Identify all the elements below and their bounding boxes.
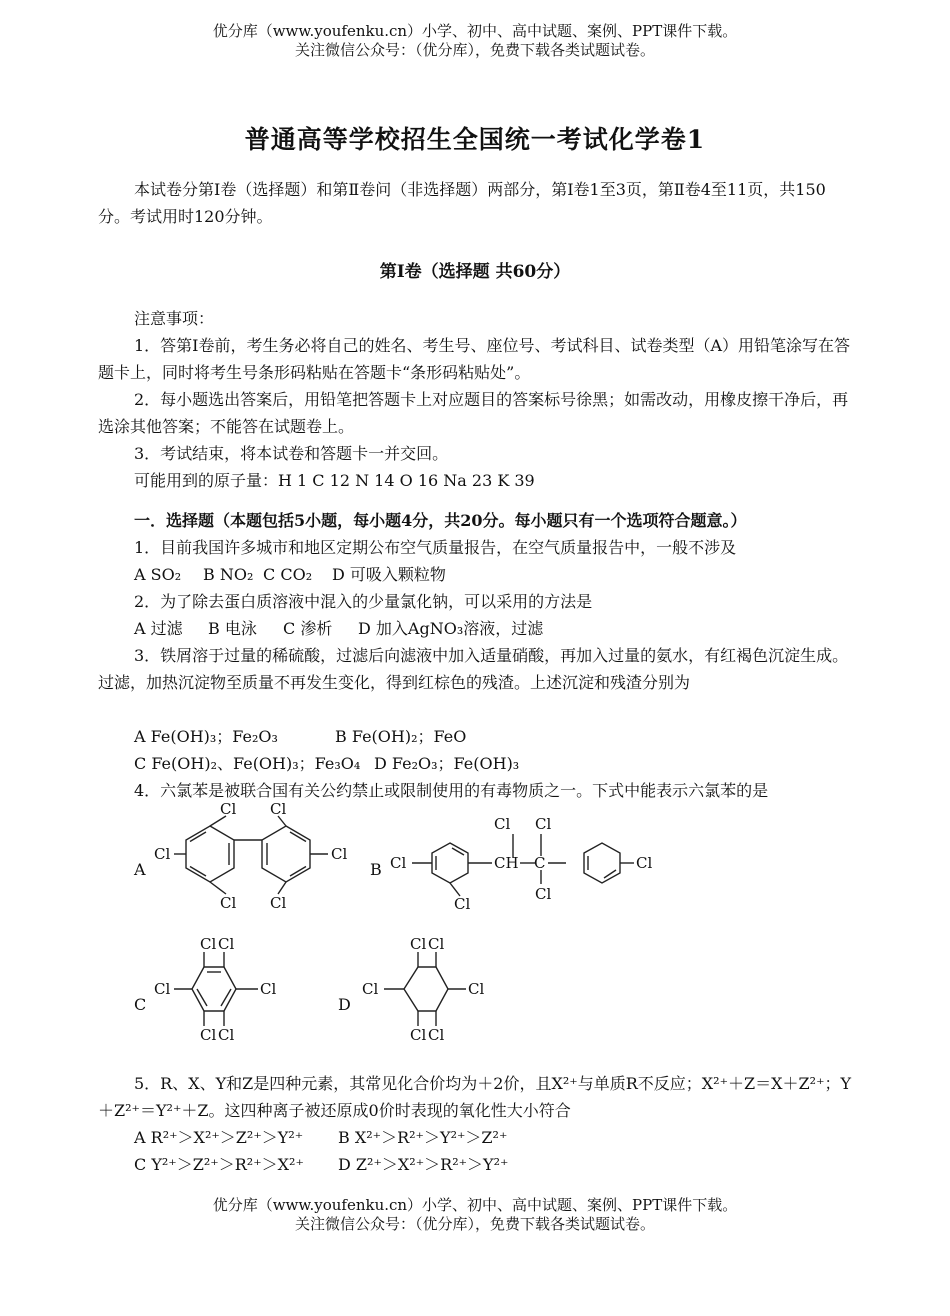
b-c: C [534, 854, 546, 872]
q5-option-c: C Y²⁺＞Z²⁺＞R²⁺＞X²⁺ [134, 1155, 304, 1174]
q5-option-a: A R²⁺＞X²⁺＞Z²⁺＞Y²⁺ [134, 1128, 304, 1147]
header-line-1: 优分库（www.youfenku.cn）小学、初中、高中试题、案例、PPT课件下载。 [212, 22, 738, 40]
q3-option-c: C Fe(OH)₂、Fe(OH)₃；Fe₃O₄ [134, 754, 361, 773]
c-cl-5: Cl [200, 1026, 217, 1044]
part1-heading: 一．选择题（本题包括5小题，每小题4分，共20分。每小题只有一个选项符合题意。） [134, 511, 747, 530]
header-line-2: 关注微信公众号：（优分库），免费下载各类试题试卷。 [294, 41, 655, 59]
q2-option-a: A 过滤 [134, 619, 183, 638]
q1-option-a: A SO₂ [134, 565, 182, 584]
d-cl-4: Cl [468, 980, 485, 998]
q4-structure-d [358, 932, 498, 1047]
a-cl-1: Cl [220, 800, 237, 818]
atomic-masses: 可能用到的原子量：H 1 C 12 N 14 O 16 Na 23 K 39 [134, 471, 535, 490]
q3-option-a: A Fe(OH)₃；Fe₂O₃ [134, 727, 278, 746]
c-cl-4: Cl [260, 980, 277, 998]
q2-option-c: C 渗析 [283, 619, 333, 638]
note-1: 1．答第Ⅰ卷前，考生务必将自己的姓名、考生号、座位号、考试科目、试卷类型（A）用铅笔涂写在答题卡上，同时将考生号条形码粘贴在答题卡“条形码粘贴处”。 [98, 336, 851, 382]
question-1: 1．目前我国许多城市和地区定期公布空气质量报告，在空气质量报告中，一般不涉及 [134, 538, 737, 557]
page-title: 普通高等学校招生全国统一考试化学卷1 [244, 125, 706, 154]
d-cl-1: Cl [410, 935, 427, 953]
q4-structure-c [152, 932, 292, 1047]
a-cl-5: Cl [220, 894, 237, 912]
c-cl-1: Cl [200, 935, 217, 953]
q4-option-d-label: D [338, 995, 351, 1014]
a-cl-4: Cl [331, 845, 348, 863]
q2-option-b: B 电泳 [208, 619, 257, 638]
b-cl-1: Cl [390, 854, 407, 872]
a-cl-2: Cl [270, 800, 287, 818]
q4-option-c-label: C [134, 995, 147, 1014]
q4-structure-b [386, 808, 656, 918]
question-2: 2．为了除去蛋白质溶液中混入的少量氯化钠，可以采用的方法是 [134, 592, 593, 611]
q4-option-a-label: A [134, 860, 146, 879]
q3-option-d: D Fe₂O₃；Fe(OH)₃ [374, 754, 520, 773]
q4-structure-a [150, 798, 365, 918]
q1-option-d: D 可吸入颗粒物 [332, 565, 446, 584]
question-4: 4．六氯苯是被联合国有关公约禁止或限制使用的有毒物质之一。下式中能表示六氯苯的是 [134, 781, 769, 800]
q5-option-d: D Z²⁺＞X²⁺＞R²⁺＞Y²⁺ [338, 1155, 509, 1174]
intro-paragraph: 本试卷分第Ⅰ卷（选择题）和第Ⅱ卷问（非选择题）两部分，第Ⅰ卷1至3页，第Ⅱ卷4至11页，共150分。考试用时120分钟。 [98, 180, 826, 226]
a-cl-3: Cl [154, 845, 171, 863]
c-cl-2: Cl [218, 935, 235, 953]
q5-option-b: B X²⁺＞R²⁺＞Y²⁺＞Z²⁺ [338, 1128, 508, 1147]
d-cl-3: Cl [362, 980, 379, 998]
d-cl-6: Cl [428, 1026, 445, 1044]
note-3: 3．考试结束，将本试卷和答题卡一并交回。 [134, 444, 449, 463]
d-cl-2: Cl [428, 935, 445, 953]
q3-option-b: B Fe(OH)₂；FeO [335, 727, 467, 746]
b-cl-6: Cl [636, 854, 653, 872]
a-cl-6: Cl [270, 894, 287, 912]
footer-line-2: 关注微信公众号：（优分库），免费下载各类试题试卷。 [294, 1215, 655, 1233]
b-ch: CH [494, 854, 519, 872]
b-cl-3: Cl [494, 815, 511, 833]
b-cl-2: Cl [454, 895, 471, 913]
q2-option-d: D 加入AgNO₃溶液，过滤 [358, 619, 544, 638]
b-cl-5: Cl [535, 885, 552, 903]
question-5: 5．R、X、Y和Z是四种元素，其常见化合价均为＋2价，且X²⁺与单质R不反应；X²⁺＋Z＝X＋Z²⁺；Y＋Z²⁺＝Y²⁺＋Z。这四种离子被还原成0价时表现的氧化性大小符合 [98, 1074, 852, 1120]
b-cl-4: Cl [535, 815, 552, 833]
section-heading: 第Ⅰ卷（选择题 共60分） [379, 262, 571, 282]
q1-option-b: B NO₂ [203, 565, 254, 584]
c-cl-3: Cl [154, 980, 171, 998]
d-cl-5: Cl [410, 1026, 427, 1044]
footer-line-1: 优分库（www.youfenku.cn）小学、初中、高中试题、案例、PPT课件下载。 [212, 1196, 738, 1214]
q4-option-b-label: B [370, 860, 382, 879]
c-cl-6: Cl [218, 1026, 235, 1044]
notes-heading: 注意事项： [134, 309, 215, 328]
question-3: 3．铁屑溶于过量的稀硫酸，过滤后向滤液中加入适量硝酸，再加入过量的氨水，有红褐色沉淀生成。过滤，加热沉淀物至质量不再发生变化，得到红棕色的残渣。上述沉淀和残渣分别为 [98, 646, 849, 692]
note-2: 2．每小题选出答案后，用铅笔把答题卡上对应题目的答案标号徐黑；如需改动，用橡皮擦干净后，再选涂其他答案；不能答在试题卷上。 [98, 390, 849, 436]
q1-option-c: C CO₂ [263, 565, 313, 584]
